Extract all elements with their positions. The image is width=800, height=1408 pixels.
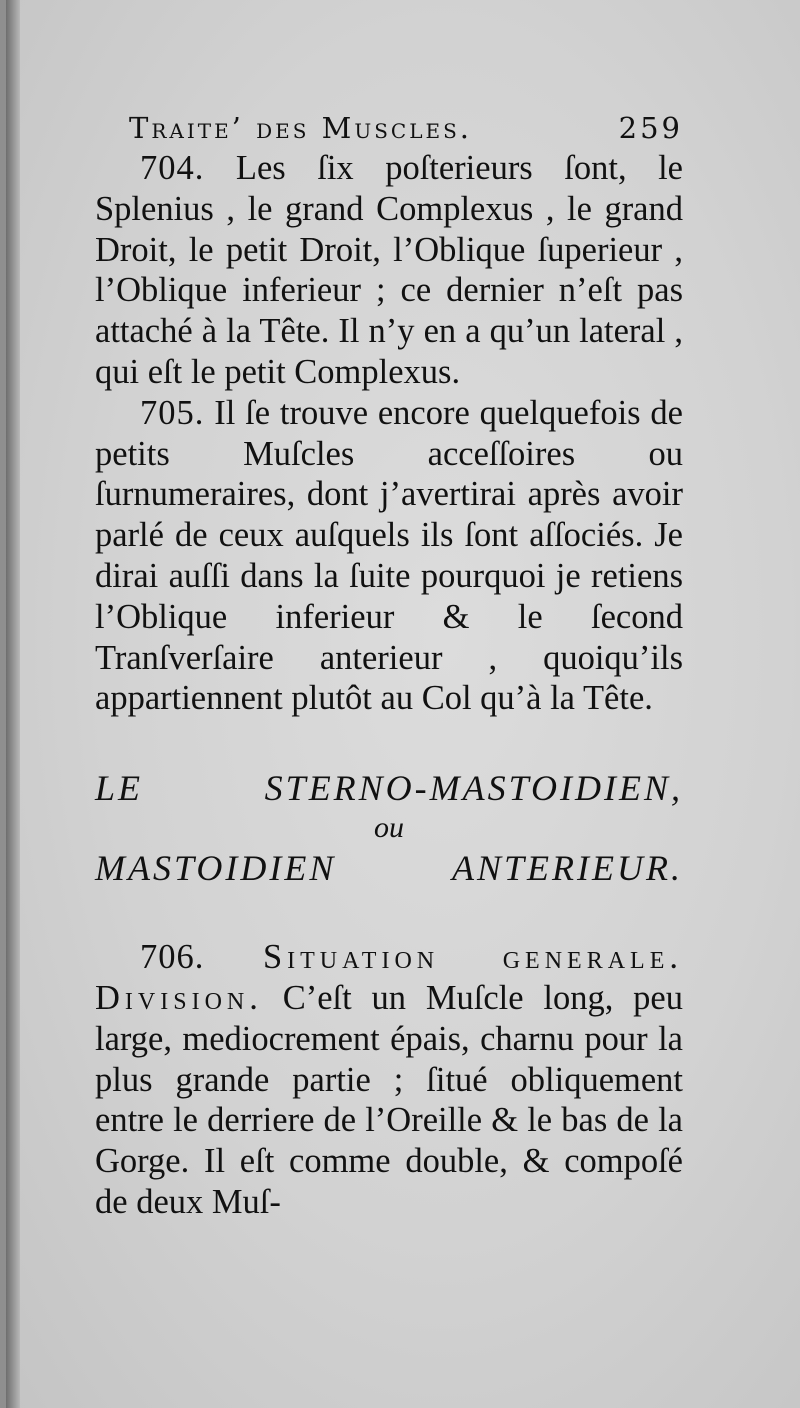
paragraph-706: [95, 937, 683, 1223]
paragraph-705: [95, 393, 683, 719]
paragraph-number: 704.: [140, 149, 205, 187]
paragraph-text: C’eſt un Muſcle long, peu large, mediocrement épais, charnu pour la plus grande partie ; ſitué obliquement entre le derriere de l’Oreille & le bas de la Gorge. Il eſt comme double, & compoſé de deux Muſ-: [95, 978, 683, 1221]
section-heading: [95, 766, 683, 890]
text-block: [95, 108, 683, 1223]
running-head-title: Traite’ des Muscles.: [129, 111, 473, 145]
paragraph-text: Les ſix poſterieurs ſont, le Splenius , le grand Complexus , le grand Droit, le petit Droit, l’Oblique ſuperieur , l’Oblique inferieur ; ce dernier n’eſt pas attaché à la Tête. Il n’y en a qu’un lateral , qui eſt le petit Complexus.: [95, 149, 683, 391]
heading-line-2: MASTOIDIEN ANTERIEUR.: [95, 848, 683, 889]
page-gutter: [6, 0, 20, 1408]
paragraph-number: 706.: [140, 938, 205, 977]
book-page: [6, 0, 800, 1408]
page-number: 259: [618, 111, 683, 145]
running-head: [129, 108, 683, 148]
paragraph-text: Il ſe trouve encore quelquefois de petits Muſcles acceſſoires ou ſurnumeraires, dont j’avertirai après avoir parlé de ceux auſquels ils ſont aſſociés. Je dirai auſſi dans la ſuite pourquoi je retiens l’Oblique inferieur & le ſecond Tranſverſaire anterieur , quoiqu’ils appartiennent plutôt au Col qu’à la Tête.: [95, 393, 683, 718]
paragraph-number: 705.: [140, 393, 205, 432]
smallcaps-label: Situation generale. Division.: [95, 938, 683, 1017]
heading-separator: ou: [374, 811, 404, 845]
paragraph-704: [95, 148, 683, 393]
heading-line-1: LE STERNO-MASTOIDIEN,: [95, 768, 683, 809]
